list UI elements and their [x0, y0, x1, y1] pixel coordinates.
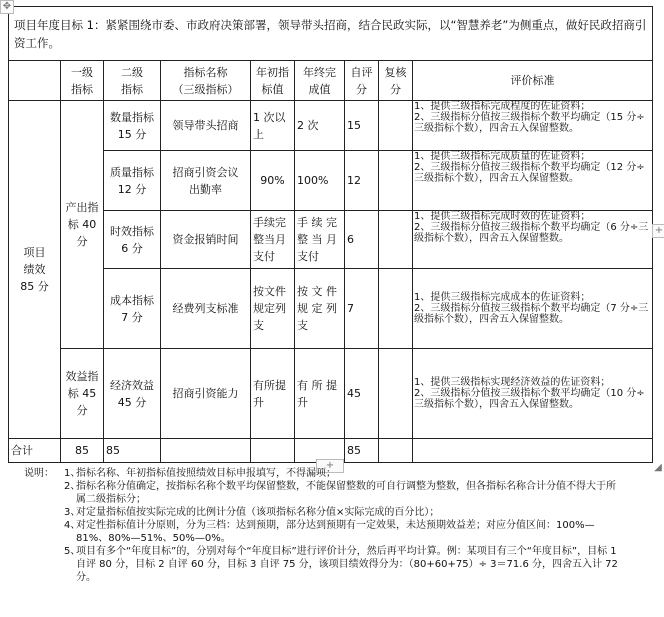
level2-cell: 经济效益 45 分 [104, 349, 161, 439]
table-row [9, 211, 653, 269]
total-blank-name [161, 439, 251, 463]
total-blank-criteria [413, 439, 653, 463]
level2-cell: 质量指标 12 分 [104, 151, 161, 211]
total-blank-target [251, 439, 295, 463]
header-indicator-name: 指标名称 （三级指标） [161, 61, 251, 101]
self-score-cell: 12 [345, 151, 379, 211]
note-number: 3、 [64, 507, 81, 518]
header-actual: 年终完 成值 [295, 61, 345, 101]
target-cell: 90% [251, 151, 295, 211]
total-blank-review [379, 439, 413, 463]
benefit-indicator-label: 效益指 标 45 分 [61, 349, 104, 439]
review-score-cell [379, 151, 413, 211]
header-criteria: 评价标准 [413, 61, 653, 101]
note-item [24, 519, 624, 545]
total-label: 合计 [9, 439, 61, 463]
indicator-name-cell: 招商引资会议 出勤率 [161, 151, 251, 211]
criteria-line: 1、提供三级指标完成成本的佐证资料； [414, 292, 591, 303]
indicator-name-cell: 招商引资能力 [161, 349, 251, 439]
note-item [24, 480, 624, 506]
criteria-cell [413, 211, 653, 269]
note-item [24, 545, 624, 584]
target-cell: 有所提 升 [251, 349, 295, 439]
note-text: 指标名称分值确定，按指标名称个数平均保留整数，不能保留整数的可自行调整为整数，但各指标名称合计分值不得大于所属二级指标分； [76, 481, 616, 505]
criteria-line: 1、提供三级指标完成时效的佐证资料； [414, 211, 591, 222]
total-level1: 85 [61, 439, 104, 463]
criteria-line: 1、提供三级指标完成程度的佐证资料； [414, 101, 591, 112]
note-number: 1、 [64, 468, 81, 479]
actual-cell: 手 续 完 整 当 月 支付 [295, 211, 345, 269]
actual-cell: 有 所 提 升 [295, 349, 345, 439]
indicator-name-cell: 资金报销时间 [161, 211, 251, 269]
total-self-score: 85 [345, 439, 379, 463]
table-row [9, 269, 653, 349]
review-score-cell [379, 349, 413, 439]
table-resize-handle[interactable]: ◢ [654, 462, 662, 473]
review-score-cell [379, 269, 413, 349]
target-cell: 1 次以上 [251, 101, 295, 151]
note-text: 指标名称、年初指标值按照绩效目标申报填写，不得漏项； [76, 468, 336, 479]
actual-cell: 100% [295, 151, 345, 211]
target-cell: 按文件 规定列 支 [251, 269, 295, 349]
criteria-line: 2、三级指标分值按三级指标个数平均确定（12 分÷三级指标个数），四舍五入保留整数。 [414, 162, 645, 184]
indicator-name-cell: 领导带头招商 [161, 101, 251, 151]
table-row [9, 101, 653, 151]
actual-cell: 按 文 件 规 定 列 支 [295, 269, 345, 349]
header-level1: 一级 指标 [61, 61, 104, 101]
total-level2: 85 [104, 439, 161, 463]
header-row [9, 61, 653, 101]
add-row-button[interactable]: + [316, 459, 344, 473]
note-text: 对定性指标值计分原则，分为三档：达到预期，部分达到预期有一定效果，未达预期效益差；对应分值区间：100%—81%、80%—51%、50%—0%。 [76, 520, 595, 544]
criteria-cell [413, 269, 653, 349]
add-column-button[interactable]: + [652, 224, 664, 238]
self-score-cell: 7 [345, 269, 379, 349]
header-review-score: 复核 分 [379, 61, 413, 101]
note-number: 2、 [64, 481, 81, 492]
level2-cell: 时效指标 6 分 [104, 211, 161, 269]
criteria-line: 1、提供三级指标实现经济效益的佐证资料； [414, 377, 611, 388]
indicator-name-cell: 经费列支标准 [161, 269, 251, 349]
note-number: 5、 [64, 546, 81, 557]
criteria-line: 2、三级指标分值按三级指标个数平均确定（6 分÷三级指标个数），四舍五入保留整数。 [414, 222, 649, 244]
criteria-cell [413, 101, 653, 151]
note-text: 对定量指标值按实际完成的比例计分值（该项指标名称分值×实际完成的百分比）； [76, 507, 440, 518]
header-level2: 二级 指标 [104, 61, 161, 101]
criteria-cell [413, 151, 653, 211]
note-text: 项目有多个“年度目标”的，分别对每个“年度目标”进行评价计分，然后再平均计算。例：某项目有三个“年度目标”，目标 1 自评 80 分，目标 2 自评 60 分，目标 3 自评 75 分，该项目绩效得分为：（80+60+75）÷ 3＝71.6 分，四舍五入计 72 分。 [76, 546, 618, 583]
notes-lead: 说明： [24, 468, 54, 479]
criteria-line: 2、三级指标分值按三级指标个数平均确定（10 分÷三级指标个数），四舍五入保留整数。 [414, 388, 645, 410]
criteria-line: 2、三级指标分值按三级指标个数平均确定（7 分÷三级指标个数），四舍五入保留整数。 [414, 303, 649, 325]
output-indicator-label: 产出指 标 40 分 [61, 101, 104, 349]
actual-cell: 2 次 [295, 101, 345, 151]
target-cell: 手续完 整当月 支付 [251, 211, 295, 269]
table-row [9, 349, 653, 439]
review-score-cell [379, 101, 413, 151]
criteria-line: 2、三级指标分值按三级指标个数平均确定（15 分÷三级指标个数），四舍五入保留整数。 [414, 112, 645, 134]
table-row [9, 151, 653, 211]
note-item [24, 506, 624, 519]
note-number: 4、 [64, 520, 81, 531]
level2-cell: 数量指标 15 分 [104, 101, 161, 151]
self-score-cell: 6 [345, 211, 379, 269]
self-score-cell: 45 [345, 349, 379, 439]
criteria-line: 1、提供三级指标完成质量的佐证资料； [414, 151, 591, 162]
criteria-cell [413, 349, 653, 439]
self-score-cell: 15 [345, 101, 379, 151]
review-score-cell [379, 211, 413, 269]
project-performance-label: 项目 绩效 85 分 [9, 101, 61, 439]
note-item [24, 467, 624, 480]
header-self-score: 自评 分 [345, 61, 379, 101]
annual-goal: 项目年度目标 1：紧紧围绕市委、市政府决策部署，领导带头招商，结合民政实际，以“智慧养老”为侧重点，做好民政招商引资工作。 [9, 7, 653, 61]
notes-section [24, 467, 624, 584]
table-move-handle[interactable]: ✥ [0, 0, 14, 14]
header-target: 年初指 标值 [251, 61, 295, 101]
performance-table [8, 6, 653, 463]
level2-cell: 成本指标 7 分 [104, 269, 161, 349]
header-blank [9, 61, 61, 101]
